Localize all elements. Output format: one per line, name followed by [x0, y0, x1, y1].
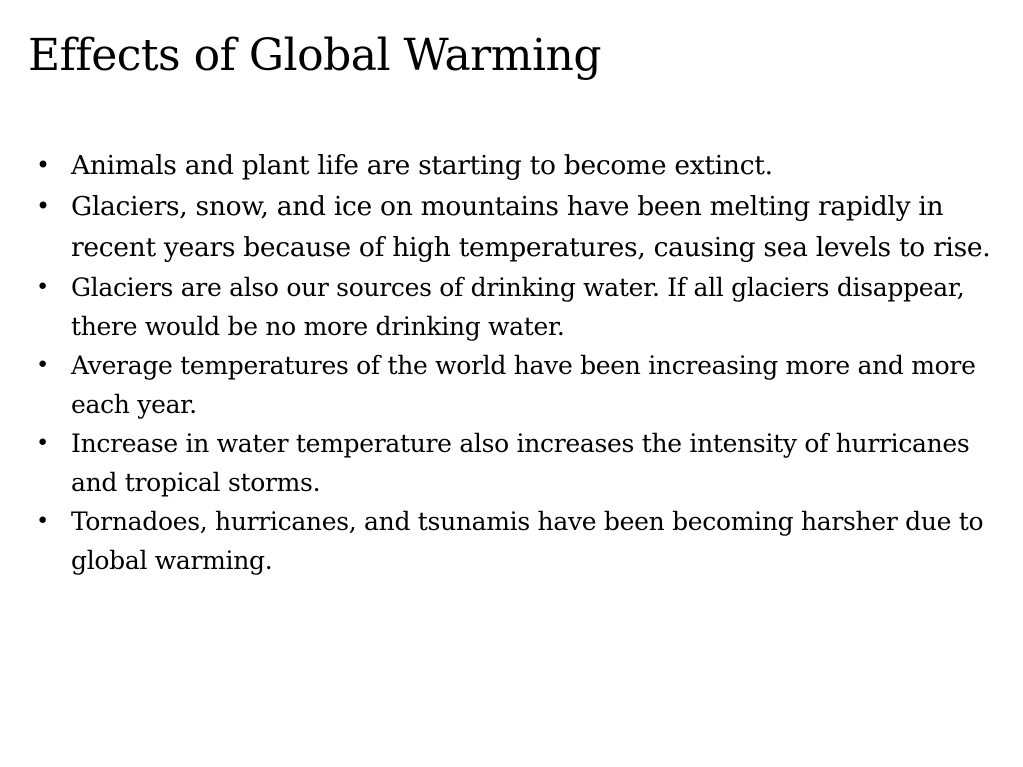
bullet-item [30, 186, 1000, 268]
bullet-glyph: • [36, 192, 50, 220]
bullet-glyph: • [36, 508, 49, 534]
bullet-item [30, 502, 1000, 580]
bullet-glyph: • [36, 274, 49, 300]
slide-title: Effects of Global Warming [28, 30, 602, 81]
bullet-glyph: • [36, 352, 49, 378]
bullet-text: Tornadoes, hurricanes, and tsunamis have been becoming harsher due to global warming. [71, 507, 984, 575]
bullet-text: Animals and plant life are starting to become extinct. [71, 150, 773, 181]
bullet-text: Increase in water temperature also increases the intensity of hurricanes and tropical storms. [71, 429, 970, 497]
bullet-text: Glaciers are also our sources of drinking water. If all glaciers disappear, there would be no more drinking water. [71, 273, 965, 341]
bullet-item [30, 346, 1000, 424]
bullet-list [30, 145, 1000, 580]
bullet-text: Average temperatures of the world have been increasing more and more each year. [71, 351, 976, 419]
bullet-item [30, 268, 1000, 346]
bullet-glyph: • [36, 430, 49, 456]
bullet-item [30, 145, 1000, 186]
bullet-glyph: • [36, 151, 50, 179]
bullet-text: Glaciers, snow, and ice on mountains have been melting rapidly in recent years because of high temperatures, causing sea levels to rise. [71, 191, 991, 263]
bullet-item [30, 424, 1000, 502]
